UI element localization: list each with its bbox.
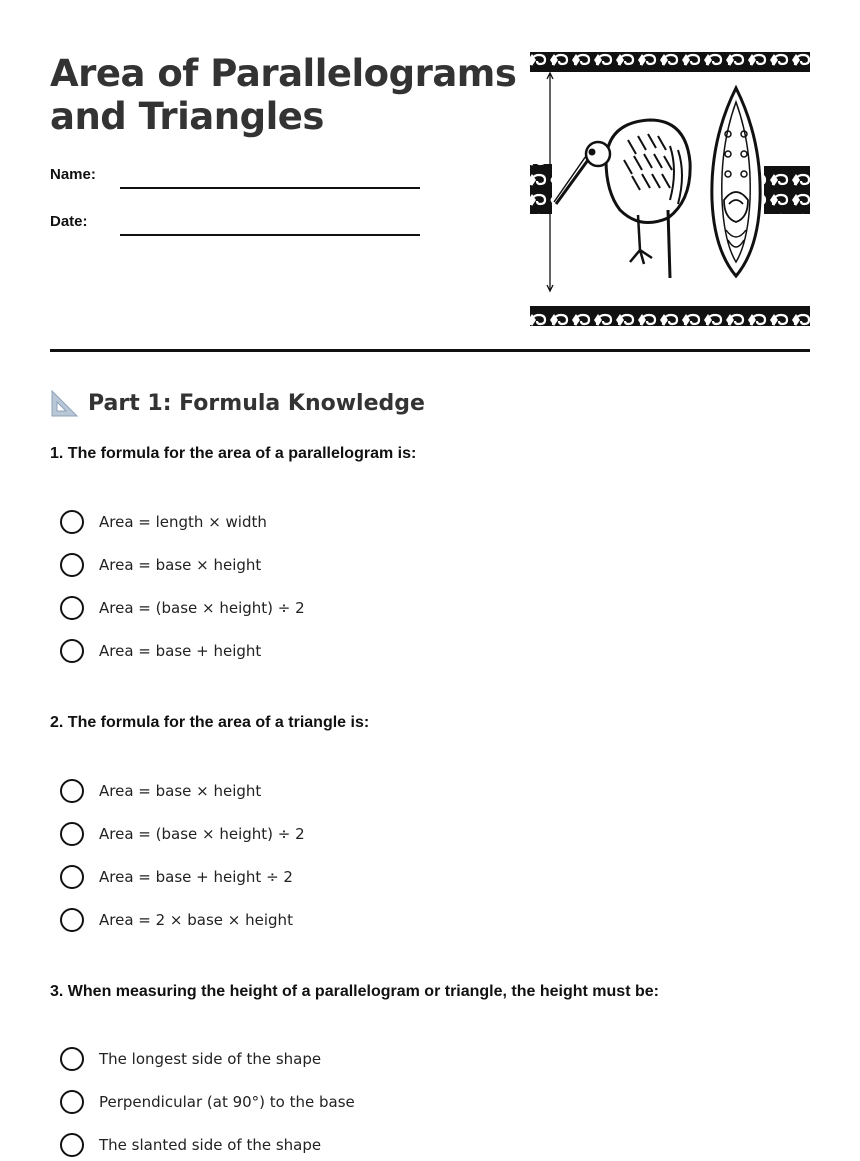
radio-button[interactable] bbox=[60, 822, 84, 846]
option-label: The slanted side of the shape bbox=[99, 1136, 322, 1154]
question-2-option-d[interactable] bbox=[60, 907, 293, 933]
option-label: Area = base × height bbox=[99, 782, 262, 800]
radio-button[interactable] bbox=[60, 1090, 84, 1114]
option-label: Area = base + height ÷ 2 bbox=[99, 868, 293, 886]
set-square-icon bbox=[50, 388, 80, 418]
radio-button[interactable] bbox=[60, 639, 84, 663]
question-1-option-d[interactable] bbox=[60, 638, 261, 664]
option-label: Area = 2 × base × height bbox=[99, 911, 293, 929]
question-1-option-b[interactable] bbox=[60, 552, 261, 578]
name-field[interactable] bbox=[120, 187, 420, 189]
question-1-option-c[interactable] bbox=[60, 595, 305, 621]
option-label: Area = base + height bbox=[99, 642, 262, 660]
question-2-option-a[interactable] bbox=[60, 778, 261, 804]
radio-button[interactable] bbox=[60, 596, 84, 620]
option-label: Area = (base × height) ÷ 2 bbox=[99, 599, 305, 617]
question-2-prompt: 2. The formula for the area of a triangle is: bbox=[50, 714, 370, 731]
radio-button[interactable] bbox=[60, 865, 84, 889]
radio-button[interactable] bbox=[60, 510, 84, 534]
radio-button[interactable] bbox=[60, 779, 84, 803]
name-label: Name: bbox=[50, 166, 96, 183]
question-2-option-c[interactable] bbox=[60, 864, 293, 890]
kiwi-bird-icon bbox=[554, 120, 690, 278]
koru-band-top-icon bbox=[530, 52, 810, 72]
koru-band-bottom-icon bbox=[530, 306, 810, 326]
option-label: Perpendicular (at 90°) to the base bbox=[99, 1093, 355, 1111]
date-label: Date: bbox=[50, 213, 88, 230]
worksheet-title: Area of Parallelograms and Triangles bbox=[50, 52, 517, 138]
question-1-option-a[interactable] bbox=[60, 509, 267, 535]
radio-button[interactable] bbox=[60, 1047, 84, 1071]
carved-shield-icon bbox=[712, 88, 760, 276]
kiwi-shield-illustration bbox=[528, 50, 810, 330]
option-label: Area = (base × height) ÷ 2 bbox=[99, 825, 305, 843]
radio-button[interactable] bbox=[60, 908, 84, 932]
question-2-option-b[interactable] bbox=[60, 821, 305, 847]
date-field[interactable] bbox=[120, 234, 420, 236]
question-3-option-a[interactable] bbox=[60, 1046, 321, 1072]
question-3-prompt: 3. When measuring the height of a parallelogram or triangle, the height must be: bbox=[50, 983, 659, 1000]
option-label: Area = length × width bbox=[99, 513, 267, 531]
radio-button[interactable] bbox=[60, 553, 84, 577]
question-1-prompt: 1. The formula for the area of a parallelogram is: bbox=[50, 445, 417, 462]
question-3-option-c[interactable] bbox=[60, 1132, 321, 1158]
option-label: The longest side of the shape bbox=[99, 1050, 322, 1068]
section-title: Part 1: Formula Knowledge bbox=[88, 390, 425, 416]
header-divider bbox=[50, 349, 810, 352]
option-label: Area = base × height bbox=[99, 556, 262, 574]
radio-button[interactable] bbox=[60, 1133, 84, 1157]
question-3-option-b[interactable] bbox=[60, 1089, 355, 1115]
section-heading bbox=[50, 388, 425, 418]
